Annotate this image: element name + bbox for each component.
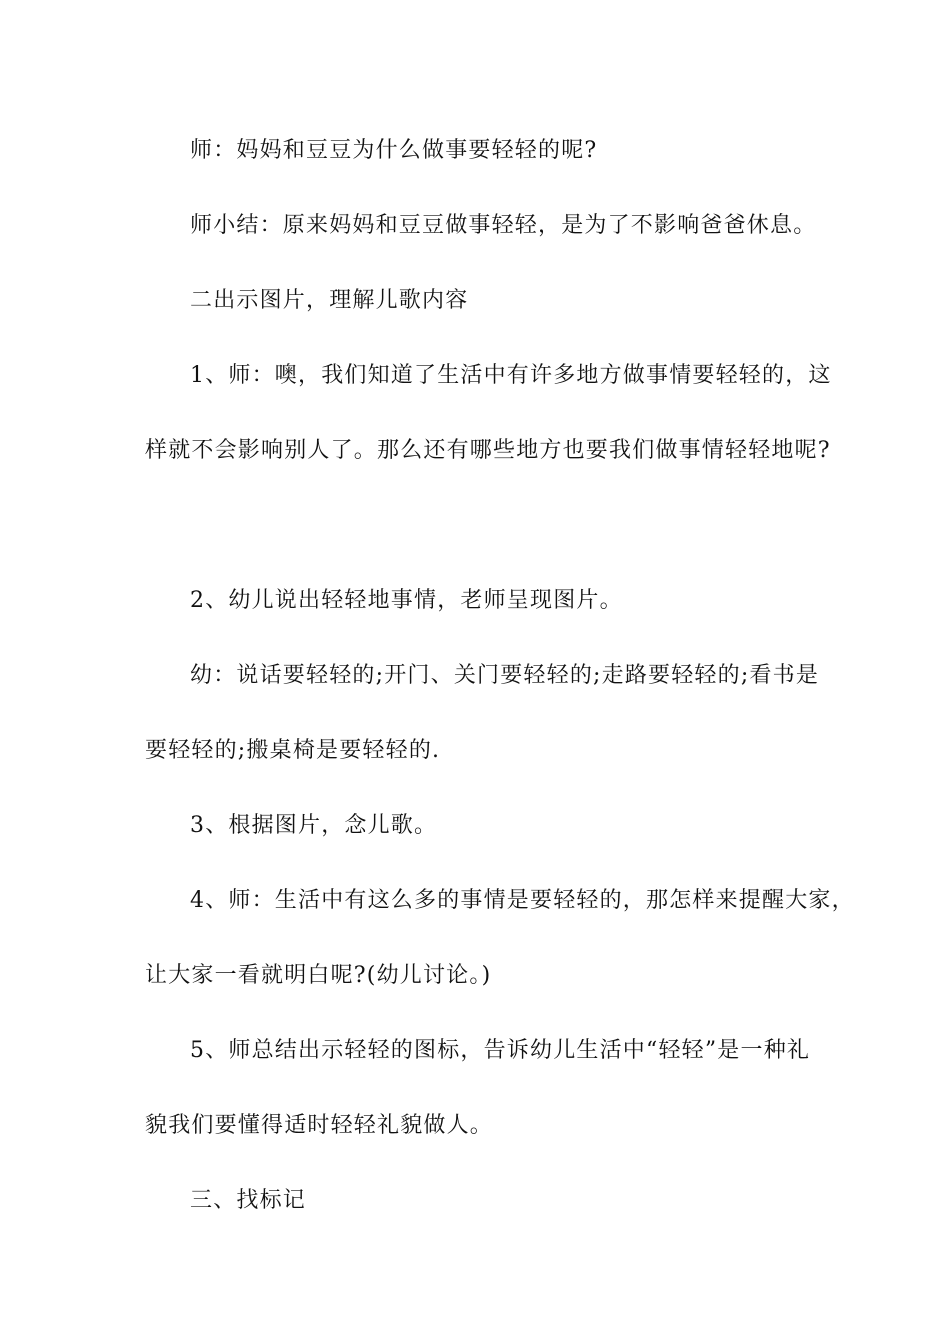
paragraph-line: 4、师：生活中有这么多的事情是要轻轻的，那怎样来提醒大家， bbox=[190, 888, 855, 913]
section-heading: 二出示图片，理解儿歌内容 bbox=[190, 288, 469, 313]
paragraph-line: 让大家一看就明白呢?(幼儿讨论。) bbox=[145, 963, 492, 988]
section-heading: 三、找标记 bbox=[190, 1188, 307, 1213]
paragraph-line: 师：妈妈和豆豆为什么做事要轻轻的呢? bbox=[190, 138, 598, 163]
paragraph-line: 师小结：原来妈妈和豆豆做事轻轻，是为了不影响爸爸休息。 bbox=[190, 213, 817, 238]
paragraph-line: 5、师总结出示轻轻的图标，告诉幼儿生活中“轻轻”是一种礼 bbox=[190, 1038, 811, 1063]
paragraph-line: 2、幼儿说出轻轻地事情，老师呈现图片。 bbox=[190, 588, 623, 613]
paragraph-line: 3、根据图片，念儿歌。 bbox=[190, 813, 438, 838]
paragraph-line: 幼：说话要轻轻的;开门、关门要轻轻的;走路要轻轻的;看书是 bbox=[190, 663, 820, 688]
paragraph-line: 貌我们要懂得适时轻轻礼貌做人。 bbox=[145, 1113, 494, 1138]
paragraph-line: 1、师：噢，我们知道了生活中有许多地方做事情要轻轻的，这 bbox=[190, 363, 832, 388]
paragraph-line: 样就不会影响别人了。那么还有哪些地方也要我们做事情轻轻地呢? bbox=[145, 438, 831, 463]
paragraph-line: 要轻轻的;搬桌椅是要轻轻的. bbox=[145, 738, 441, 763]
